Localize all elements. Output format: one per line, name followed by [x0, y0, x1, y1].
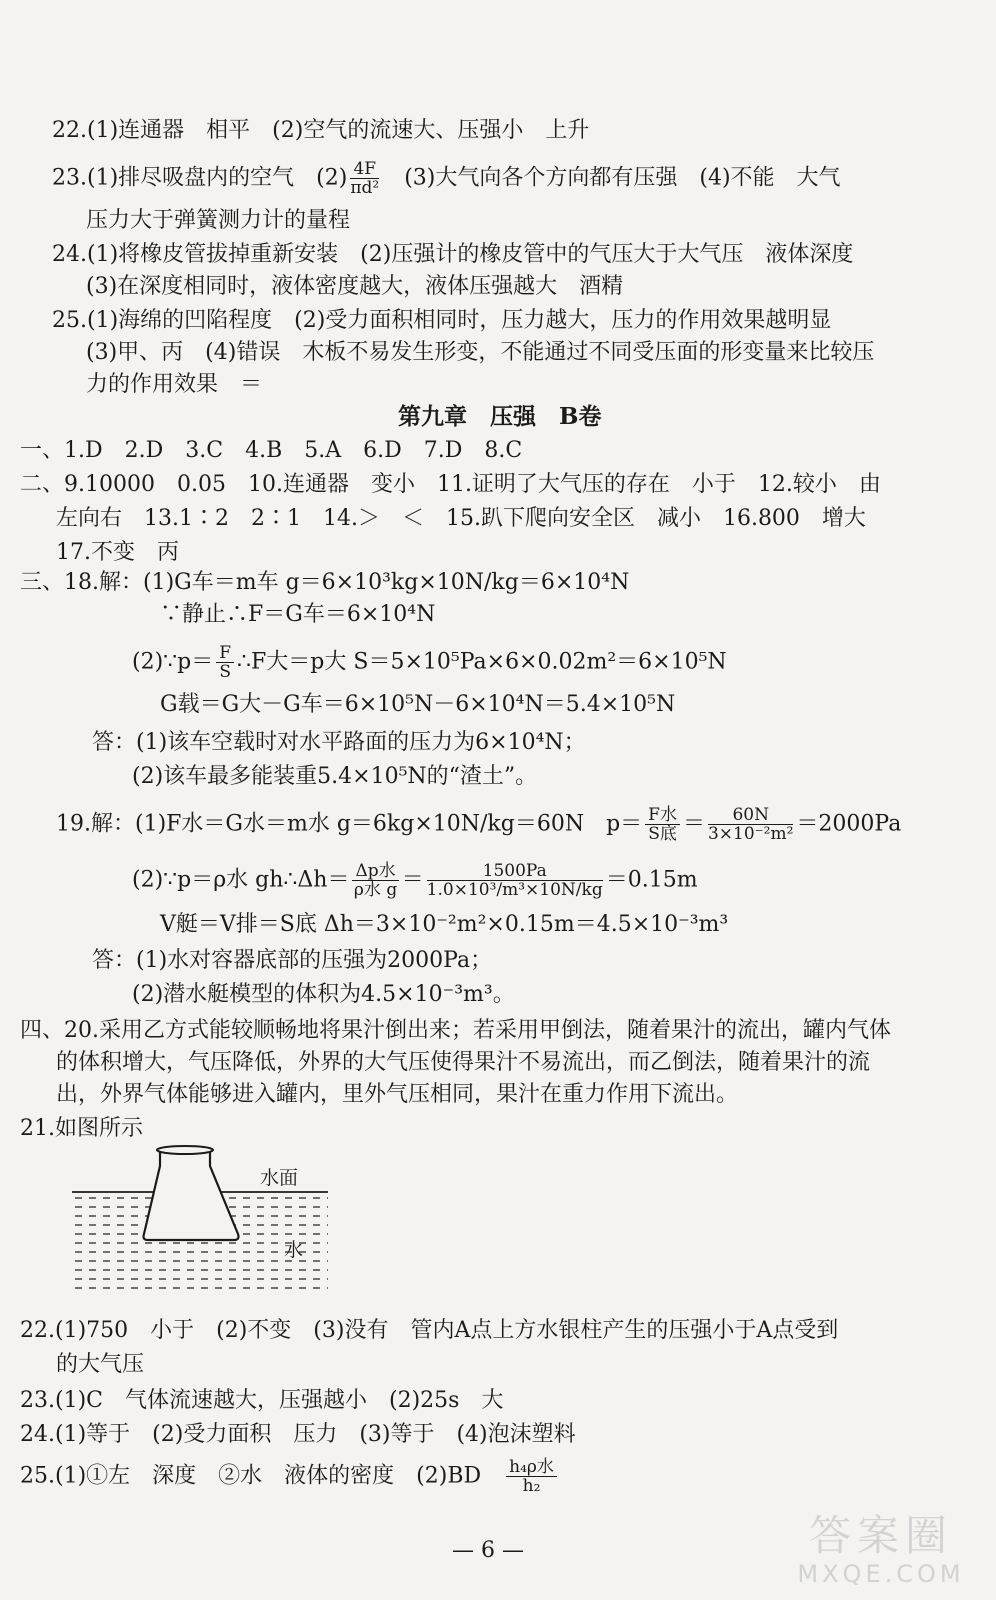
- water-surface-label: 水面: [260, 1167, 299, 1189]
- q19-line1-mid: ＝: [682, 811, 705, 837]
- fraction-f-over-s: [216, 644, 234, 681]
- fraction-denominator: S底: [648, 824, 677, 844]
- answer-a-23-pre: 23.(1)排尽吸盘内的空气 (2): [52, 165, 348, 191]
- q20-line3: 出，外界气体能够进入罐内，里外气压相同，果汁在重力作用下流出。: [56, 1082, 739, 1107]
- fraction-1500pa-over-rho-g: [427, 862, 603, 899]
- watermark-logo: [776, 1512, 986, 1592]
- q19-answer2: (2)潜水艇模型的体积为4.5×10⁻³m³。: [132, 982, 515, 1007]
- q19-line2-post: ＝0.15m: [605, 867, 698, 893]
- fraction-60n-over-area: [708, 806, 793, 843]
- q19-line1-pre: 19.解：(1)F水＝G水＝m水 g＝6kg×10N/kg＝60N p＝: [56, 811, 643, 837]
- b-q25-pre: 25.(1)①左 深度 ②水 液体的密度 (2)BD: [20, 1463, 504, 1489]
- part1-choices: 一、1.D 2.D 3.C 4.B 5.A 6.D 7.D 8.C: [20, 438, 523, 463]
- q21-label: 21.如图所示: [20, 1116, 143, 1141]
- q20-line1: 四、20.采用乙方式能较顺畅地将果汁倒出来；若采用甲倒法，随着果汁的流出，罐内气体: [20, 1018, 891, 1043]
- part2-line2: 左向右 13.1∶2 2∶1 14.＞ ＜ 15.趴下爬向安全区 减小 16.800 增大: [56, 506, 866, 531]
- answer-a-25-line3: 力的作用效果 ＝: [86, 372, 263, 397]
- answer-a-25-line2: (3)甲、丙 (4)错误 木板不易发生形变，不能通过不同受压面的形变量来比较压: [86, 340, 875, 365]
- b-q24: 24.(1)等于 (2)受力面积 压力 (3)等于 (4)泡沫塑料: [20, 1422, 576, 1447]
- q19-line2-pre: (2)∵p＝ρ水 gh∴Δh＝: [132, 867, 350, 893]
- watermark-url: MXQE.COM: [797, 1560, 965, 1588]
- q18-line4: G载＝G大－G车＝6×10⁵N－6×10⁴N＝5.4×10⁵N: [160, 692, 676, 717]
- flask-mouth: [157, 1146, 213, 1154]
- q18-line3: [132, 644, 727, 681]
- fraction-numerator: Δp水: [352, 862, 398, 881]
- part2-line1: 二、9.10000 0.05 10.连通器 变小 11.证明了大气压的存在 小于 12.较小 由: [20, 472, 881, 497]
- q20-line2: 的体积增大，气压降低，外界的大气压使得果汁不易流出，而乙倒法，随着果汁的流: [56, 1050, 871, 1075]
- fraction-denominator: πd²: [350, 178, 380, 198]
- part2-line3: 17.不变 丙: [56, 540, 179, 565]
- flask-in-water-diagram: [60, 1140, 340, 1300]
- q19-line2: [132, 862, 698, 899]
- q18-line3-pre: (2)∵p＝: [132, 649, 214, 675]
- q18-line1: 三、18.解：(1)G车＝m车 g＝6×10³kg×10N/kg＝6×10⁴N: [20, 570, 630, 595]
- b-q23: 23.(1)C 气体流速越大，压强越小 (2)25s 大: [20, 1388, 504, 1413]
- water-label: 水: [284, 1239, 304, 1261]
- fraction-numerator: 60N: [708, 806, 793, 825]
- q19-line1-post: ＝2000Pa: [796, 811, 902, 837]
- q19-line2-mid: ＝: [401, 867, 424, 893]
- fraction-denominator: ρ水 g: [353, 880, 398, 900]
- q18-line3-post: ∴F大＝p大 S＝5×10⁵Pa×6×0.02m²＝6×10⁵N: [237, 649, 727, 675]
- page-number: — 6 —: [452, 1538, 524, 1563]
- answer-a-23-line2: 压力大于弹簧测力计的量程: [86, 208, 351, 233]
- q19-line3: V艇＝V排＝S底 Δh＝3×10⁻²m²×0.15m＝4.5×10⁻³m³: [160, 912, 729, 937]
- answer-a-23: [52, 160, 841, 197]
- answer-a-23-post: (3)大气向各个方向都有压强 (4)不能 大气: [382, 165, 841, 191]
- answer-a-22: 22.(1)连通器 相平 (2)空气的流速大、压强小 上升: [52, 118, 590, 143]
- q18-answer2: (2)该车最多能装重5.4×10⁵N的“渣土”。: [132, 764, 538, 789]
- fraction-numerator: 4F: [350, 160, 379, 179]
- answer-a-24-line2: (3)在深度相同时，液体密度越大，液体压强越大 酒精: [86, 274, 624, 299]
- q18-answer1: 答：(1)该车空载时对水平路面的压力为6×10⁴N；: [92, 730, 586, 755]
- fraction-denominator: S: [219, 662, 231, 682]
- fraction-numerator: F水: [645, 806, 680, 825]
- fraction-dp-over-rho-g: [352, 862, 398, 899]
- fraction-denominator: 3×10⁻²m²: [707, 824, 794, 844]
- b-q22-line2: 的大气压: [56, 1352, 145, 1377]
- fraction-denominator: 1.0×10³/m³×10N/kg: [426, 880, 603, 900]
- q19-line1: [56, 806, 901, 843]
- fraction-denominator: h₂: [522, 1476, 541, 1496]
- fraction-4f-pi-d2: [350, 160, 379, 197]
- fraction-numerator: 1500Pa: [427, 862, 603, 881]
- q18-line2: ∵静止∴F＝G车＝6×10⁴N: [160, 602, 436, 627]
- answer-a-24-line1: 24.(1)将橡皮管拔掉重新安装 (2)压强计的橡皮管中的气压大于大气压 液体深度: [52, 242, 854, 267]
- watermark-text: 答案圈: [808, 1511, 953, 1560]
- b-q25: [20, 1458, 560, 1495]
- fraction-numerator: h₄ρ水: [506, 1458, 557, 1477]
- answer-a-25-line1: 25.(1)海绵的凹陷程度 (2)受力面积相同时，压力越大，压力的作用效果越明显: [52, 308, 832, 333]
- fraction-fwater-over-sbottom: [645, 806, 680, 843]
- fraction-h4rho-over-h2: [506, 1458, 557, 1495]
- b-q22-line1: 22.(1)750 小于 (2)不变 (3)没有 管内A点上方水银柱产生的压强小于A点受到: [20, 1318, 839, 1343]
- q19-answer1: 答：(1)水对容器底部的压强为2000Pa；: [92, 948, 493, 973]
- fraction-numerator: F: [216, 644, 234, 663]
- chapter-title: 第九章 压强 B卷: [398, 403, 602, 430]
